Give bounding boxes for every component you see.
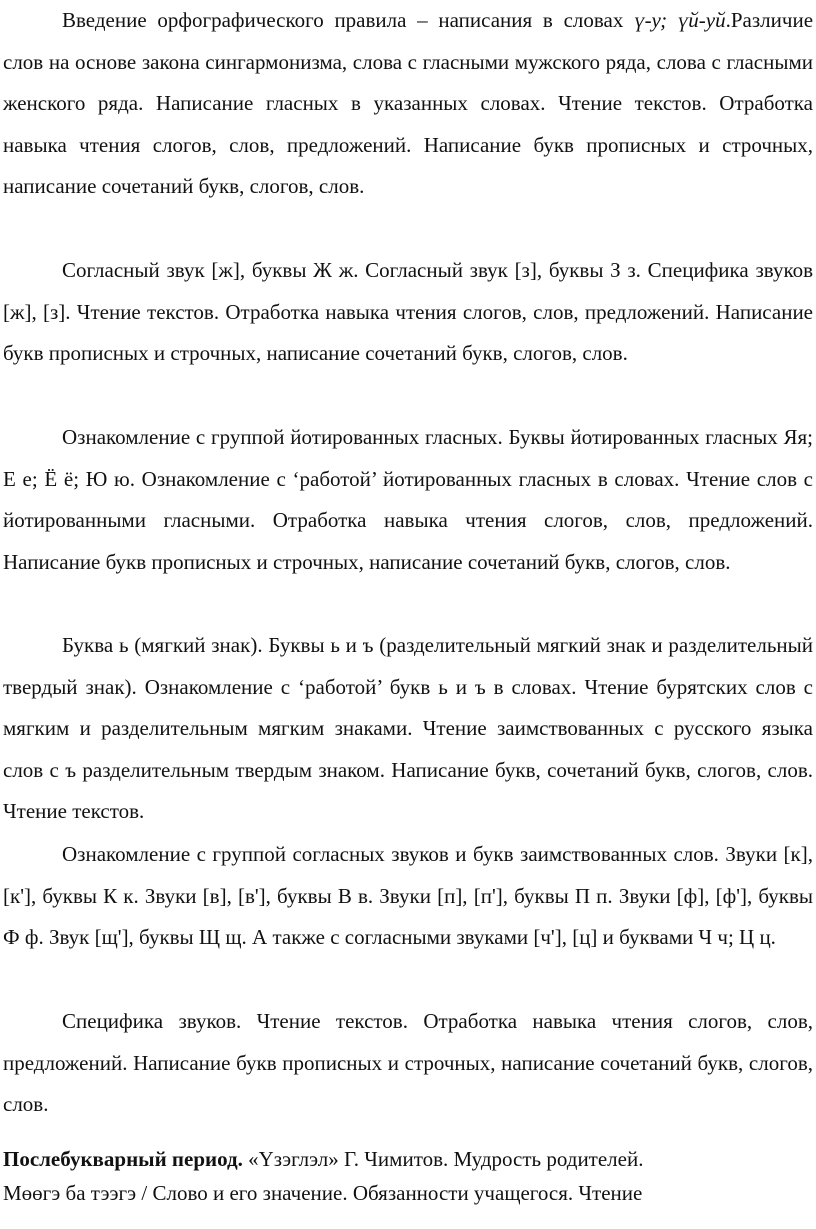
paragraph-sound-specifics: Специфика звуков. Чтение текстов. Отработка навыка чтения слогов, слов, предложений. Написание букв прописных и строчных, написание сочетаний букв, слогов, слов. <box>3 1009 813 1117</box>
paragraph-lead: Введение орфографического правила – написания в словах <box>62 8 635 32</box>
paragraph-consonants-zh-z: Согласный звук [ж], буквы Ж ж. Согласный звук [з], буквы З з. Специфика звуков [ж], [з]. Чтение текстов. Отработка навыка чтения слогов, слов, предложений. Написание букв прописных и строчных, написание сочетаний букв, слогов, слов. <box>3 258 813 366</box>
paragraph-borrowed-consonants: Ознакомление с группой согласных звуков и букв заимствованных слов. Звуки [к], [к'], буквы К к. Звуки [в], [в'], буквы В в. Звуки [п], [п'], буквы П п. Звуки [ф], [ф'], буквы Ф ф. Звук [щ'], буквы Щ щ. А также с согласными звуками [ч'], [ц] и буквами Ч ч; Ц ц. <box>3 842 813 950</box>
paragraph-orthography-rule <box>3 0 813 208</box>
section-heading-rest: «Үзэглэл» Г. Чимитов. Мудрость родителей. <box>242 1147 644 1171</box>
section-line-2: Мөөгэ ба тээгэ / Слово и его значение. Обязанности учащегося. Чтение <box>3 1180 643 1205</box>
paragraph-iotated-vowels: Ознакомление с группой йотированных гласных. Буквы йотированных гласных Яя; Е е; Ё ё; Ю ю. Ознакомление с ‘работой’ йотированных гласных в словах. Чтение слов с йотированными гласными. Отработка навыка чтения слогов, слов, предложений. Написание букв прописных и строчных, написание сочетаний букв, слогов, слов. <box>3 425 813 574</box>
italic-term: ү-у; үй-уй <box>634 8 726 32</box>
paragraph-soft-hard-sign: Буква ь (мягкий знак). Буквы ь и ъ (разделительный мягкий знак и разделительный твердый знак). Ознакомление с ‘работой’ букв ь и ъ в словах. Чтение бурятских слов с мягким и разделительным мягким знаками. Чтение заимствованных с русского языка слов с ъ разделительным твердым знаком. Написание букв, сочетаний букв, слогов, слов. Чтение текстов. <box>3 633 813 824</box>
paragraph-rest: .Различие слов на основе закона сингармонизма, слова с гласными мужского ряда, слова с гласными женского ряда. Написание гласных в указанных словах. Чтение текстов. Отработка навыка чтения слогов, слов, предложений. Написание букв прописных и строчных, написание сочетаний букв, слогов, слов. <box>3 8 814 199</box>
section-heading: Послебукварный период. <box>3 1147 243 1171</box>
paragraph-post-primer-period <box>3 1143 813 1210</box>
